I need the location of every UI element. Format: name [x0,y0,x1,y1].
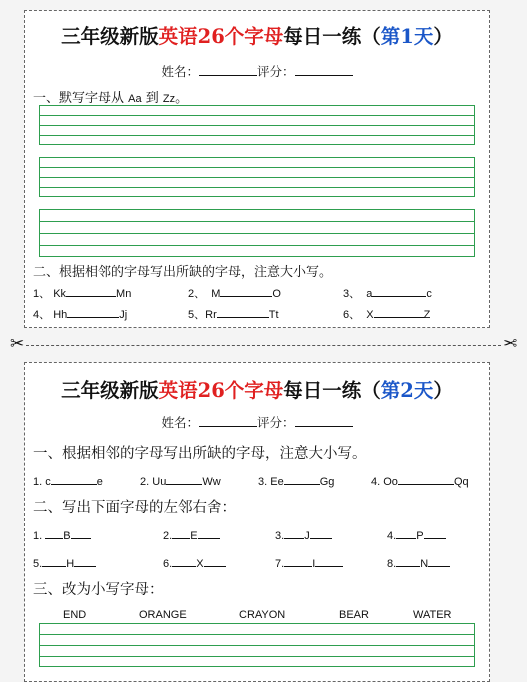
given-letter: X [196,558,204,570]
answer-blank[interactable] [166,473,202,485]
answer-blank[interactable] [74,555,96,567]
exercise-left: Kk [53,288,67,300]
exercise-left: Rr [205,309,217,321]
exercise-item [163,555,226,570]
name-blank[interactable] [199,415,257,427]
answer-blank[interactable] [284,555,312,567]
exercise-item [343,285,432,301]
answer-blank[interactable] [310,527,332,539]
section-3-heading: 三、改为小写字母： [33,582,164,598]
exercise-right: Tt [268,309,279,321]
exercise-number: 5. [33,558,43,570]
writing-lines-4[interactable] [39,623,475,667]
answer-blank[interactable] [284,473,320,485]
answer-blank[interactable] [71,527,91,539]
exercise-item [33,527,91,542]
worksheet-day-2 [24,362,490,682]
title-prefix: 三年级新版 [61,379,159,402]
exercise-right: O [272,288,281,300]
answer-blank[interactable] [67,306,119,318]
exercise-number: 3. [258,476,268,488]
title-prefix: 三年级新版 [61,25,159,48]
exercise-left: Oo [383,476,398,488]
to-letters: Zz [162,93,176,105]
given-letter: H [66,558,75,570]
exercise-number: 1. [33,530,43,542]
answer-blank[interactable] [428,555,450,567]
section-1-end: 。 [175,91,189,106]
answer-blank[interactable] [217,306,269,318]
title-suffix: ） [433,25,453,48]
exercise-number: 4. [387,530,397,542]
answer-blank[interactable] [220,285,272,297]
given-letter: J [304,530,310,542]
exercise-left: c [45,476,51,488]
title-suffix: ） [433,379,453,402]
exercise-item [140,473,221,488]
exercise-number: 3、 [343,288,361,300]
exercise-item [343,306,430,322]
exercise-item [33,306,127,322]
answer-blank[interactable] [315,555,343,567]
exercise-item [188,285,281,301]
exercise-number: 2. [163,530,173,542]
exercise-right: e [96,476,103,488]
exercise-item [275,527,332,542]
day-label: 第1天 [380,25,434,48]
exercise-number: 2、 [188,288,206,300]
cut-line [26,345,501,346]
scissors-icon: ✂ [10,334,25,354]
answer-blank[interactable] [51,473,97,485]
exercise-item [33,555,96,570]
answer-blank[interactable] [66,285,116,297]
exercise-left: a [366,288,373,300]
section-1-heading [33,87,188,106]
score-label: 评分： [257,64,295,79]
exercise-left: X [366,309,374,321]
answer-blank[interactable] [396,527,416,539]
answer-blank[interactable] [424,527,446,539]
section-1-text: 一、默写字母从 [33,91,129,106]
exercise-item [258,473,334,488]
answer-blank[interactable] [398,473,454,485]
exercise-left: Ee [270,476,284,488]
name-score-row [25,62,489,80]
title-highlight: 英语26个字母 [158,25,284,48]
exercise-number: 1. [33,476,43,488]
exercise-number: 7. [275,558,285,570]
exercise-number: 2. [140,476,150,488]
section-1-mid: 到 [141,91,163,106]
name-score-row [25,413,489,431]
name-label: 姓名： [161,415,199,430]
worksheet-day-1 [24,10,490,328]
given-letter: B [63,530,71,542]
section-2-heading: 二、写出下面字母的左邻右舍： [33,500,236,516]
exercise-item [33,285,131,301]
answer-blank[interactable] [42,555,66,567]
exercise-right: Ww [202,476,221,488]
exercise-item [387,527,446,542]
exercise-item [387,555,450,570]
given-letter: N [420,558,429,570]
score-blank[interactable] [295,415,353,427]
writing-lines-3[interactable] [39,209,475,257]
answer-blank[interactable] [204,555,226,567]
answer-blank[interactable] [172,555,196,567]
writing-lines-1[interactable] [39,105,475,145]
section-1-heading: 一、根据相邻的字母写出所缺的字母，注意大小写。 [33,446,367,462]
name-blank[interactable] [199,64,257,76]
writing-lines-2[interactable] [39,157,475,197]
given-letter: I [312,558,316,570]
exercise-item [163,527,220,542]
exercise-right: Jj [119,309,128,321]
title-highlight: 英语26个字母 [158,379,284,402]
title-middle: 每日一练（ [283,379,381,402]
word-water: WATER [413,609,452,621]
answer-blank[interactable] [372,285,426,297]
exercise-right: Qq [453,476,469,488]
exercise-item [188,306,279,322]
exercise-number: 3. [275,530,285,542]
exercise-right: Mn [116,288,132,300]
exercise-right: c [426,288,432,300]
word-end: END [63,609,87,621]
answer-blank[interactable] [45,527,63,539]
exercise-right: Z [423,309,431,321]
title-middle: 每日一练（ [283,25,381,48]
exercise-number: 4. [371,476,381,488]
page-title [25,375,489,403]
exercise-number: 8. [387,558,397,570]
exercise-number: 5、 [188,309,206,321]
exercise-item [371,473,469,488]
given-letter: E [190,530,198,542]
exercise-left: M [211,288,221,300]
section-2-heading: 二、根据相邻的字母写出所缺的字母，注意大小写。 [33,265,333,280]
word-crayon: CRAYON [239,609,286,621]
answer-blank[interactable] [172,527,190,539]
exercise-number: 1、 [33,288,51,300]
exercise-right: Gg [319,476,335,488]
exercise-number: 4、 [33,309,51,321]
exercise-item [33,473,103,488]
score-label: 评分： [257,415,295,430]
day-label: 第2天 [380,379,434,402]
answer-blank[interactable] [374,306,424,318]
name-label: 姓名： [161,64,199,79]
answer-blank[interactable] [284,527,304,539]
exercise-left: Uu [152,476,167,488]
exercise-number: 6. [163,558,173,570]
scissors-icon: ✂ [502,334,517,354]
exercise-item [275,555,343,570]
page-title [25,21,489,49]
answer-blank[interactable] [198,527,220,539]
word-bear: BEAR [339,609,369,621]
given-letter: P [416,530,424,542]
score-blank[interactable] [295,64,353,76]
word-orange: ORANGE [139,609,187,621]
from-letters: Aa [128,93,142,105]
exercise-left: Hh [53,309,68,321]
answer-blank[interactable] [396,555,420,567]
exercise-number: 6、 [343,309,361,321]
